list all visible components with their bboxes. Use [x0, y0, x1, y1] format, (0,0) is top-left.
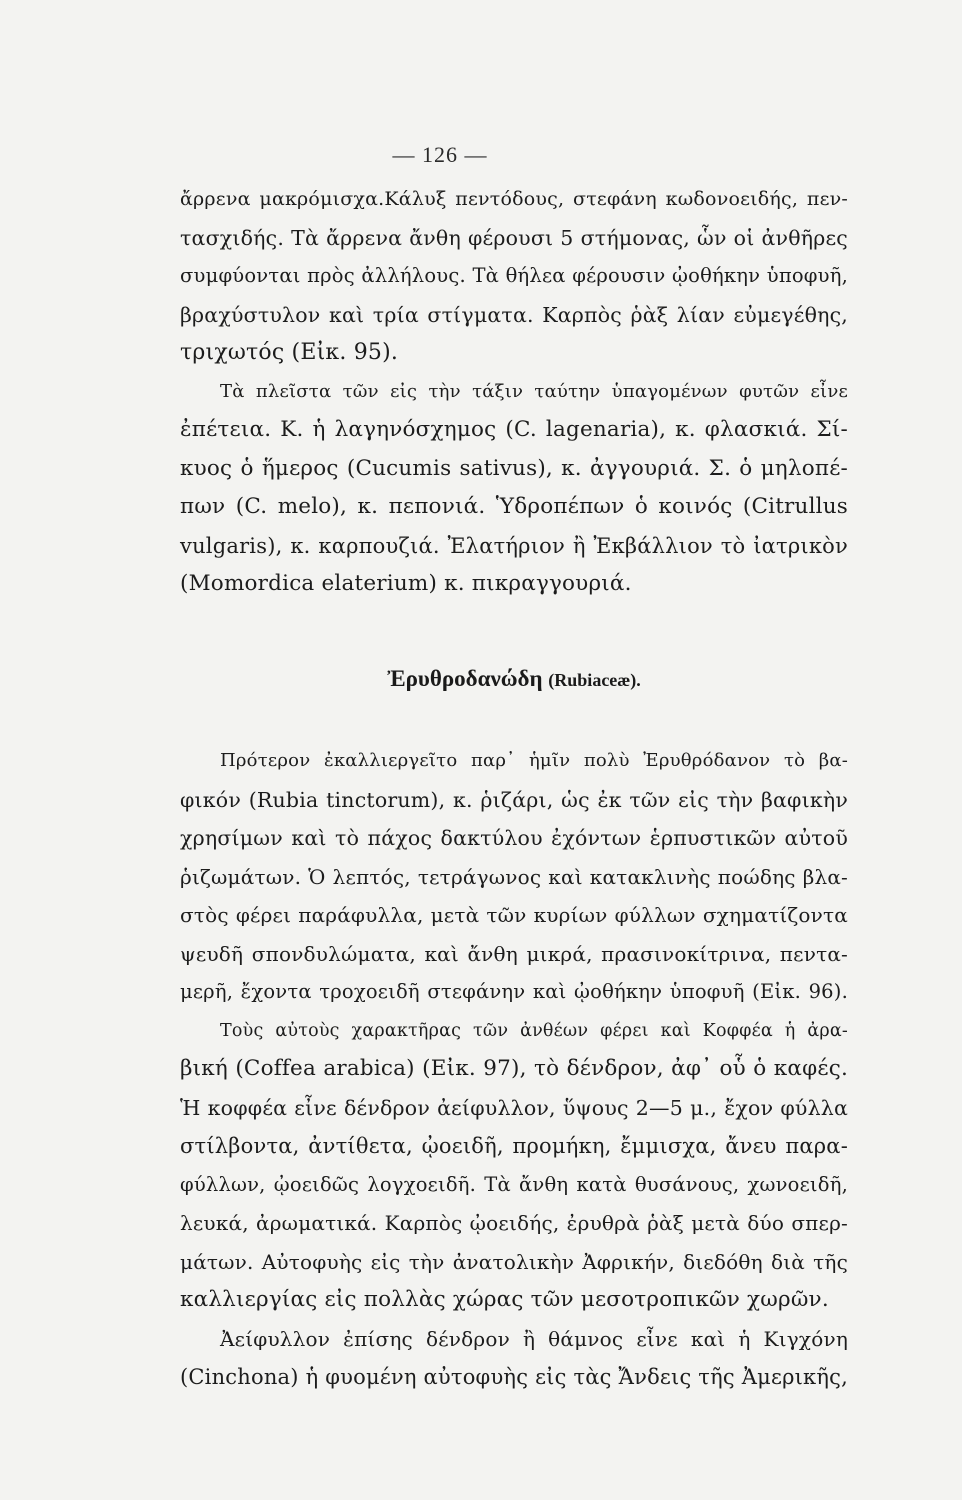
- text-line: Τὰ πλεῖστα τῶν εἰς τὴν τάξιν ταύτην ὑπαγομένων φυτῶν εἶνε: [220, 380, 848, 402]
- page-number: — 126 —: [392, 142, 488, 167]
- section-heading-latin: (Rubiaceæ).: [548, 670, 641, 690]
- text-line: τασχιδής. Τὰ ἄρρενα ἄνθη φέρουσι 5 στήμονας, ὧν οἱ ἀνθῆρες: [180, 225, 848, 250]
- section-heading: [180, 666, 848, 692]
- text-line: φικόν (Rubia tinctorum), κ. ῥιζάρι, ὡς ἐκ τῶν εἰς τὴν βαφικὴν: [180, 787, 848, 812]
- text-line: Τοὺς αὐτοὺς χαρακτῆρας τῶν ἀνθέων φέρει καὶ Κοφφέα ἡ ἀρα-: [220, 1020, 848, 1041]
- text-line: ψευδῆ σπονδυλώματα, καὶ ἄνθη μικρά, πρασινοκίτρινα, πεντα-: [180, 941, 848, 966]
- text-line: βραχύστυλον καὶ τρία στίγματα. Καρπὸς ῥὰξ λίαν εὐμεγέθης,: [180, 302, 848, 327]
- text-line: vulgaris), κ. καρπουζιά. Ἐλατήριον ἢ Ἐκβάλλιον τὸ ἰατρικὸν: [180, 533, 848, 558]
- paragraph-cucurbitaceae: [180, 180, 848, 604]
- text-line: φύλλων, ᾠοειδῶς λογχοειδῆ. Τὰ ἄνθη κατὰ θυσάνους, χωνοειδῆ,: [180, 1172, 848, 1196]
- paragraph-rubiaceae: [180, 742, 848, 1397]
- text-line: στίλβοντα, ἀντίθετα, ᾠοειδῆ, προμήκη, ἔμμισχα, ἄνευ παρα-: [180, 1134, 848, 1158]
- text-line: στὸς φέρει παράφυλλα, μετὰ τῶν κυρίων φύλλων σχηματίζοντα: [180, 903, 848, 927]
- text-line: μάτων. Αὐτοφυὴς εἰς τὴν ἀνατολικὴν Ἀφρικήν, διεδόθη διὰ τῆς: [180, 1249, 848, 1274]
- text-line: ῥιζωμάτων. Ὁ λεπτός, τετράγωνος καὶ κατακλινὴς ποώδης βλα-: [180, 864, 848, 889]
- text-line: Ἀείφυλλον ἐπίσης δένδρον ἢ θάμνος εἶνε καὶ ἡ Κιγχόνη: [220, 1326, 848, 1351]
- text-line: Πρότερον ἐκαλλιεργεῖτο παρ᾽ ἡμῖν πολὺ Ἐρυθρόδανον τὸ βα-: [220, 750, 848, 771]
- text-line: λευκά, ἀρωματικά. Καρπὸς ᾠοειδής, ἐρυθρὰ ῥὰξ μετὰ δύο σπερ-: [180, 1211, 848, 1235]
- text-line: τριχωτός (Εἰκ. 95).: [180, 340, 399, 365]
- section-heading-greek: Ἐρυθροδανώδη: [387, 666, 543, 691]
- text-line: βική (Coffea arabica) (Εἰκ. 97), τὸ δένδρον, ἀφ᾽ οὗ ὁ καφές.: [180, 1056, 848, 1081]
- text-line: Ἡ κοφφέα εἶνε δένδρον ἀείφυλλον, ὕψους 2—5 μ., ἔχον φύλλα: [180, 1095, 848, 1120]
- text-line: συμφύονται πρὸς ἀλλήλους. Τὰ θήλεα φέρουσιν ᾠοθήκην ὑποφυῆ,: [180, 264, 848, 287]
- text-line: (Cinchona) ἡ φυομένη αὐτοφυὴς εἰς τὰς Ἄνδεις τῆς Ἀμερικῆς,: [180, 1365, 848, 1389]
- text-line: πων (C. melo), κ. πεπονιά. Ὑδροπέπων ὁ κοινός (Citrullus: [180, 494, 848, 519]
- text-line: (Momordica elaterium) κ. πικραγγουριά.: [180, 571, 632, 596]
- text-line: κυος ὁ ἥμερος (Cucumis sativus), κ. ἀγγουριά. Σ. ὁ μηλοπέ-: [180, 455, 848, 481]
- text-line: καλλιεργίας εἰς πολλὰς χώρας τῶν μεσοτροπικῶν χωρῶν.: [180, 1287, 829, 1312]
- text-line: ἐπέτεια. Κ. ἡ λαγηνόσχημος (C. lagenaria), κ. φλασκιά. Σί-: [180, 417, 848, 442]
- text-line: μερῆ, ἔχοντα τροχοειδῆ στεφάνην καὶ ᾠοθήκην ὑποφυῆ (Εἰκ. 96).: [180, 980, 848, 1003]
- text-line: ἄρρενα μακρόμισχα.Κάλυξ πεντόδους, στεφάνη κωδονοειδής, πεν-: [180, 188, 848, 210]
- text-line: χρησίμων καὶ τὸ πάχος δακτύλου ἐχόντων ἑρπυστικῶν αὐτοῦ: [180, 826, 848, 850]
